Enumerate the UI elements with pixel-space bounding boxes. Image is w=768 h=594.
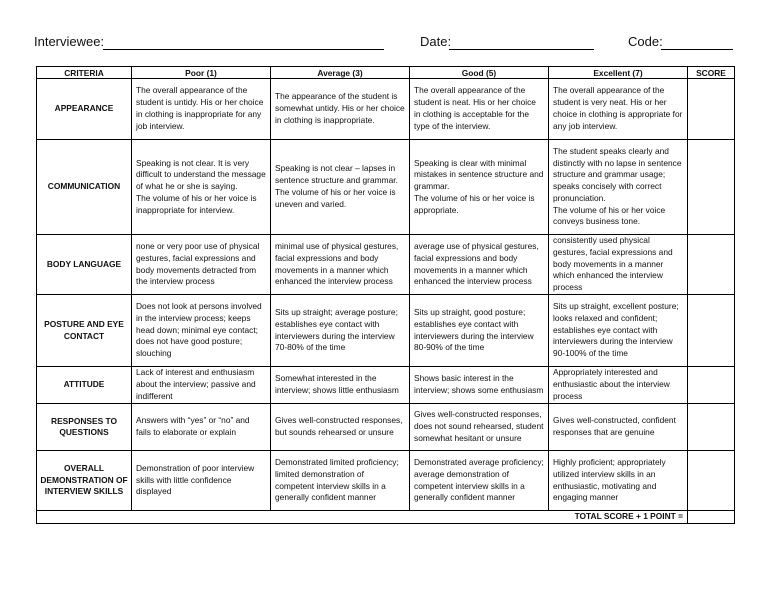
poor-cell: Does not look at persons involved in the interview process; keeps head down; minimal eye contact; does not have good posture; slouching bbox=[132, 295, 271, 367]
score-cell[interactable] bbox=[688, 140, 735, 235]
table-row bbox=[37, 295, 735, 367]
rubric-table bbox=[36, 66, 735, 524]
code-field[interactable] bbox=[661, 49, 733, 50]
average-cell: Speaking is not clear – lapses in sentence structure and grammar. The volume of his or her voice is uneven and varied. bbox=[271, 140, 410, 235]
column-header-poor: Poor (1) bbox=[132, 67, 271, 79]
criteria-cell: ATTITUDE bbox=[37, 367, 132, 404]
good-cell: The overall appearance of the student is neat. His or her choice in clothing is acceptable for the type of the interview. bbox=[410, 79, 549, 140]
excellent-cell: Gives well-constructed, confident responses that are genuine bbox=[549, 404, 688, 451]
criteria-cell: APPEARANCE bbox=[37, 79, 132, 140]
criteria-cell: RESPONSES TO QUESTIONS bbox=[37, 404, 132, 451]
criteria-cell: COMMUNICATION bbox=[37, 140, 132, 235]
good-cell: Gives well-constructed responses, does not sound rehearsed, student somewhat hesitant or unsure bbox=[410, 404, 549, 451]
table-row bbox=[37, 451, 735, 511]
date-label: Date: bbox=[420, 34, 452, 49]
excellent-cell: Sits up straight, excellent posture; looks relaxed and confident; establishes eye contact with interviewers during the interview 90-100% of the time bbox=[549, 295, 688, 367]
criteria-cell: OVERALL DEMONSTRATION OF INTERVIEW SKILLS bbox=[37, 451, 132, 511]
average-cell: Somewhat interested in the interview; shows little enthusiasm bbox=[271, 367, 410, 404]
score-cell[interactable] bbox=[688, 295, 735, 367]
excellent-cell: The student speaks clearly and distinctly with no lapse in sentence structure and grammar usage; speaks concisely with correct pronunciation. The volume of his or her voice conveys business tone. bbox=[549, 140, 688, 235]
average-cell: minimal use of physical gestures, facial expressions and body movements in a manner which enhanced the interview process bbox=[271, 235, 410, 295]
poor-cell: Demonstration of poor interview skills with little confidence displayed bbox=[132, 451, 271, 511]
average-cell: The appearance of the student is somewhat untidy. His or her choice in clothing is inappropriate. bbox=[271, 79, 410, 140]
total-row bbox=[37, 511, 735, 524]
good-cell: Shows basic interest in the interview; shows some enthusiasm bbox=[410, 367, 549, 404]
poor-cell: Lack of interest and enthusiasm about the interview; passive and indifferent bbox=[132, 367, 271, 404]
header bbox=[34, 34, 734, 52]
criteria-cell: BODY LANGUAGE bbox=[37, 235, 132, 295]
criteria-cell: POSTURE AND EYE CONTACT bbox=[37, 295, 132, 367]
table-row bbox=[37, 79, 735, 140]
code-label: Code: bbox=[628, 34, 663, 49]
excellent-cell: consistently used physical gestures, facial expressions and body movements in a manner which enhanced the interview process bbox=[549, 235, 688, 295]
interviewee-label: Interviewee: bbox=[34, 34, 105, 49]
score-cell[interactable] bbox=[688, 79, 735, 140]
excellent-cell: Appropriately interested and enthusiastic about the interview process bbox=[549, 367, 688, 404]
poor-cell: Answers with “yes” or “no” and fails to elaborate or explain bbox=[132, 404, 271, 451]
total-score-label: TOTAL SCORE + 1 POINT = bbox=[37, 511, 688, 524]
header-row bbox=[37, 67, 735, 79]
column-header-average: Average (3) bbox=[271, 67, 410, 79]
average-cell: Sits up straight; average posture; establishes eye contact with interviewers during the interview 70-80% of the time bbox=[271, 295, 410, 367]
excellent-cell: The overall appearance of the student is very neat. His or her choice in clothing is appropriate for any job interview. bbox=[549, 79, 688, 140]
good-cell: Sits up straight, good posture; establishes eye contact with interviewers during the interview 80-90% of the time bbox=[410, 295, 549, 367]
score-cell[interactable] bbox=[688, 367, 735, 404]
good-cell: Speaking is clear with minimal mistakes in sentence structure and grammar. The volume of his or her voice is appropriate. bbox=[410, 140, 549, 235]
table-row bbox=[37, 140, 735, 235]
average-cell: Gives well-constructed responses, but sounds rehearsed or unsure bbox=[271, 404, 410, 451]
table-row bbox=[37, 367, 735, 404]
column-header-excellent: Excellent (7) bbox=[549, 67, 688, 79]
poor-cell: Speaking is not clear. It is very difficult to understand the message of what he or she is saying. The volume of his or her voice is inappropriate for interview. bbox=[132, 140, 271, 235]
interviewee-field[interactable] bbox=[103, 49, 384, 50]
column-header-criteria: CRITERIA bbox=[37, 67, 132, 79]
poor-cell: The overall appearance of the student is untidy. His or her choice in clothing is inappropriate for any job interview. bbox=[132, 79, 271, 140]
excellent-cell: Highly proficient; appropriately utilized interview skills in an enthusiastic, motivating and engaging manner bbox=[549, 451, 688, 511]
date-field[interactable] bbox=[449, 49, 594, 50]
average-cell: Demonstrated limited proficiency; limited demonstration of competent interview skills in a generally confident manner bbox=[271, 451, 410, 511]
column-header-score: SCORE bbox=[688, 67, 735, 79]
poor-cell: none or very poor use of physical gestures, facial expressions and body movements detracted from the interview process bbox=[132, 235, 271, 295]
score-cell[interactable] bbox=[688, 451, 735, 511]
table-row bbox=[37, 235, 735, 295]
total-score-cell[interactable] bbox=[688, 511, 735, 524]
column-header-good: Good (5) bbox=[410, 67, 549, 79]
table-row bbox=[37, 404, 735, 451]
good-cell: Demonstrated average proficiency; average demonstration of competent interview skills in a generally confident manner bbox=[410, 451, 549, 511]
score-cell[interactable] bbox=[688, 404, 735, 451]
good-cell: average use of physical gestures, facial expressions and body movements in a manner which enhanced the interview process bbox=[410, 235, 549, 295]
score-cell[interactable] bbox=[688, 235, 735, 295]
